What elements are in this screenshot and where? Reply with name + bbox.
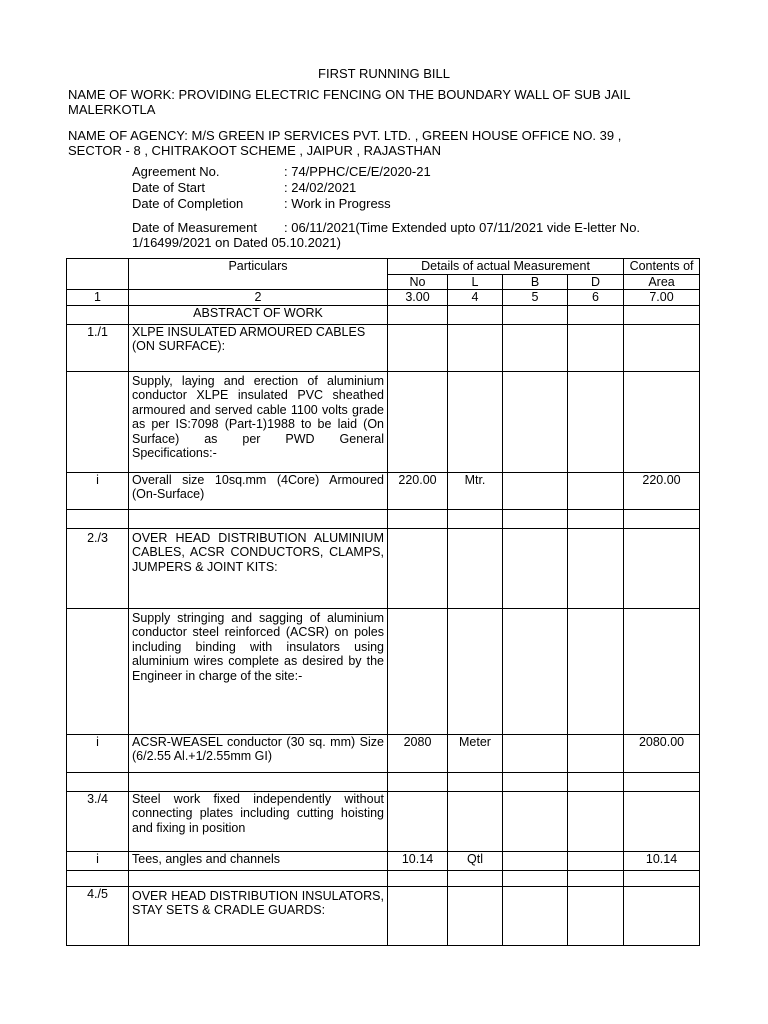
sub-item-number: i: [67, 734, 129, 772]
col-serial-header: [67, 259, 129, 290]
item-description: Supply, laying and erection of aluminium conductor XLPE insulated PVC sheathed armoured and served cable 1100 volts grade as per IS:7098 (Part-1)1988 to be laid (On Surface) as per PWD General Specifications:-: [129, 371, 388, 472]
name-of-work-line-2: MALERKOTLA: [68, 102, 156, 117]
table-row: [67, 734, 700, 772]
quantity: 2080: [388, 734, 448, 772]
bill-title: FIRST RUNNING BILL: [318, 66, 450, 81]
area-value: 10.14: [624, 851, 700, 870]
column-number: 3.00: [388, 290, 448, 306]
table-row: [67, 305, 700, 324]
item-number: 2./3: [67, 528, 129, 608]
spacer-row: [67, 772, 700, 791]
area-value: 2080.00: [624, 734, 700, 772]
table-row: [67, 528, 700, 608]
measurement-date-value: : 06/11/2021(Time Extended upto 07/11/2021 vide E-letter No.: [284, 220, 641, 235]
measurement-date-label: Date of Measurement: [132, 220, 258, 235]
item-description: Steel work fixed independently without connecting plates including cutting hoisting and fixing in position: [129, 791, 388, 851]
column-number-row: [67, 290, 700, 306]
table-row: [67, 886, 700, 945]
unit: Qtl: [448, 851, 503, 870]
column-number: 1: [67, 290, 129, 306]
start-date-value: : 24/02/2021: [284, 180, 357, 195]
sub-item-description: Tees, angles and channels: [129, 851, 388, 870]
area-value: 220.00: [624, 472, 700, 509]
item-description: Supply stringing and sagging of aluminium conductor steel reinforced (ACSR) on poles including binding with insulators using aluminium wires complete as desired by the Engineer in charge of the site:-: [129, 608, 388, 734]
d-header: D: [568, 274, 624, 290]
agreement-value: : 74/PPHC/CE/E/2020-21: [284, 164, 431, 179]
column-number: 7.00: [624, 290, 700, 306]
quantity: 10.14: [388, 851, 448, 870]
table-row: [67, 324, 700, 371]
spacer-row: [67, 509, 700, 528]
agreement-label: Agreement No.: [132, 164, 220, 179]
quantity: 220.00: [388, 472, 448, 509]
table-row: [67, 371, 700, 472]
item-number: 1./1: [67, 324, 129, 371]
sub-item-description: Overall size 10sq.mm (4Core) Armoured (On-Surface): [129, 472, 388, 509]
details-header: Details of actual Measurement: [388, 259, 624, 275]
unit: Mtr.: [448, 472, 503, 509]
table-row: [67, 791, 700, 851]
table-row: [67, 851, 700, 870]
no-header: No: [388, 274, 448, 290]
item-number: 4./5: [67, 886, 129, 945]
column-number: 2: [129, 290, 388, 306]
agency-line-1: NAME OF AGENCY: M/S GREEN IP SERVICES PVT. LTD. , GREEN HOUSE OFFICE NO. 39 ,: [68, 128, 622, 143]
contents-header: Contents of: [624, 259, 700, 275]
sub-item-description: ACSR-WEASEL conductor (30 sq. mm) Size (6/2.55 Al.+1/2.55mm GI): [129, 734, 388, 772]
start-date-label: Date of Start: [132, 180, 205, 195]
area-header: Area: [624, 274, 700, 290]
unit: Meter: [448, 734, 503, 772]
agency-line-2: SECTOR - 8 , CHITRAKOOT SCHEME , JAIPUR , RAJASTHAN: [68, 143, 441, 158]
name-of-work-line-1: NAME OF WORK: PROVIDING ELECTRIC FENCING ON THE BOUNDARY WALL OF SUB JAIL: [68, 87, 631, 102]
measurement-date-continued: 1/16499/2021 on Dated 05.10.2021): [132, 235, 341, 250]
table-row: [67, 472, 700, 509]
column-number: 5: [503, 290, 568, 306]
item-number: 3./4: [67, 791, 129, 851]
column-number: 4: [448, 290, 503, 306]
sub-item-number: i: [67, 851, 129, 870]
b-header: B: [503, 274, 568, 290]
spacer-row: [67, 870, 700, 886]
item-heading: OVER HEAD DISTRIBUTION INSULATORS, STAY SETS & CRADLE GUARDS:: [129, 886, 388, 945]
sub-item-number: i: [67, 472, 129, 509]
table-row: [67, 608, 700, 734]
completion-label: Date of Completion: [132, 196, 244, 211]
completion-value: : Work in Progress: [284, 196, 391, 211]
measurement-table: [66, 258, 700, 946]
item-heading: XLPE INSULATED ARMOURED CABLES (ON SURFACE):: [129, 324, 388, 371]
item-heading: OVER HEAD DISTRIBUTION ALUMINIUM CABLES, ACSR CONDUCTORS, CLAMPS, JUMPERS & JOINT KITS:: [129, 528, 388, 608]
abstract-heading: ABSTRACT OF WORK: [129, 305, 388, 324]
l-header: L: [448, 274, 503, 290]
particulars-header: Particulars: [129, 259, 388, 290]
column-number: 6: [568, 290, 624, 306]
